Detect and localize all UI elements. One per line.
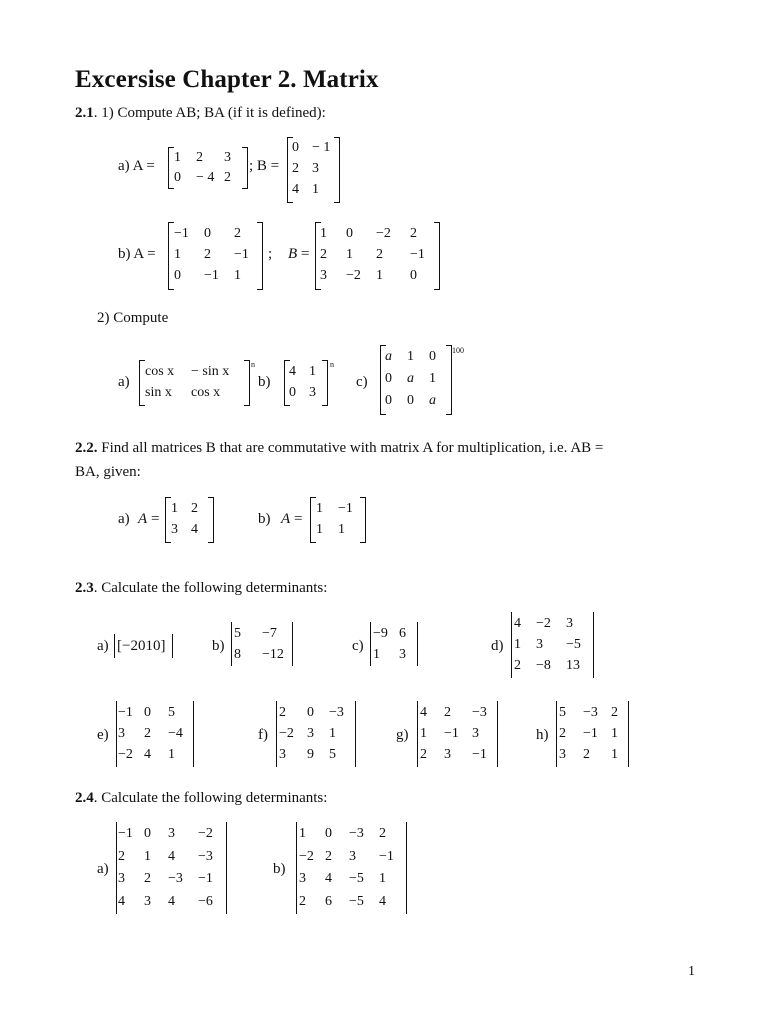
matrix-cell: cos x bbox=[145, 363, 175, 379]
matrix-cell: −9 bbox=[373, 625, 388, 641]
matrix-cell: 3 bbox=[312, 160, 319, 176]
matrix-cell: −1 bbox=[583, 725, 598, 741]
bracket-right bbox=[242, 147, 248, 189]
label-b: b) bbox=[212, 638, 225, 654]
det-bar-right bbox=[226, 822, 227, 914]
matrix-cell: 1 bbox=[316, 500, 323, 516]
det-bar-right bbox=[497, 701, 498, 767]
matrix-cell: −3 bbox=[583, 704, 598, 720]
matrix-cell: −5 bbox=[349, 871, 364, 887]
det-bar-left bbox=[296, 822, 297, 914]
exercise-number: 2.1 bbox=[75, 105, 94, 121]
matrix-cell: 2 bbox=[118, 848, 125, 864]
matrix-cell: 8 bbox=[234, 646, 241, 662]
det-bar-right bbox=[355, 701, 356, 767]
matrix-cell: cos x bbox=[191, 384, 221, 400]
matrix-cell: −2 bbox=[376, 225, 391, 241]
determinant-4x4-a bbox=[118, 823, 226, 913]
matrix-cell: −8 bbox=[536, 658, 551, 674]
matrix-cell: 3 bbox=[144, 893, 151, 909]
matrix-cell: −3 bbox=[349, 826, 364, 842]
matrix-cell: 1 bbox=[312, 181, 319, 197]
page-number: 1 bbox=[688, 964, 695, 979]
label-a: a) bbox=[97, 638, 109, 654]
matrix-cell: −1 bbox=[379, 848, 394, 864]
matrix-cell: 1 bbox=[234, 268, 241, 284]
matrix-cell: − 1 bbox=[312, 140, 331, 156]
matrix-cell: −1 bbox=[118, 826, 133, 842]
matrix-cell: 3 bbox=[559, 747, 566, 763]
det-bar-left bbox=[417, 701, 418, 767]
matrix-cell: a bbox=[385, 349, 392, 364]
matrix-b-B bbox=[320, 223, 440, 287]
exercise-text: . 1) Compute AB; BA (if it is defined): bbox=[93, 105, 326, 121]
exercise-2-2-text-line2: BA, given: bbox=[75, 464, 141, 480]
determinant-4x4-b bbox=[299, 823, 407, 913]
label-c: c) bbox=[356, 374, 368, 390]
label-g: g) bbox=[396, 727, 409, 743]
det-bar-left bbox=[231, 622, 232, 666]
exercise-number: 2.3 bbox=[75, 580, 94, 596]
matrix-cell: 0 bbox=[410, 268, 417, 284]
equals: = bbox=[294, 511, 303, 527]
matrix-cell: −5 bbox=[349, 893, 364, 909]
matrix-cell: 2 bbox=[376, 246, 383, 262]
det-bar-left bbox=[114, 634, 115, 658]
determinant-c bbox=[373, 623, 417, 665]
label-a: a) bbox=[118, 374, 130, 390]
matrix-cell: 2 bbox=[410, 225, 417, 241]
matrix-cell: 3 bbox=[307, 725, 314, 741]
matrix-cell: 1 bbox=[611, 747, 618, 763]
matrix-cell: 1 bbox=[611, 725, 618, 741]
matrix-cell: 0 bbox=[174, 170, 181, 185]
matrix-cell: 0 bbox=[407, 393, 414, 408]
det-bar-left bbox=[370, 622, 371, 666]
matrix-cell: sin x bbox=[145, 384, 172, 400]
matrix-cell: − sin x bbox=[191, 363, 230, 379]
matrix-cell: 3 bbox=[349, 848, 356, 864]
matrix-cell: 4 bbox=[379, 893, 386, 909]
matrix-cell: 1 bbox=[174, 150, 181, 165]
matrix-cell: −3 bbox=[329, 704, 344, 720]
bracket-right bbox=[360, 497, 366, 543]
matrix-cell: −1 bbox=[174, 225, 189, 241]
matrix-cell: 2 bbox=[279, 704, 286, 720]
det-bar-right bbox=[628, 701, 629, 767]
matrix-cell: 3 bbox=[536, 636, 543, 652]
matrix-cell: 2 bbox=[144, 871, 151, 887]
matrix-cell: −1 bbox=[234, 246, 249, 262]
matrix-cell: 1 bbox=[346, 246, 353, 262]
matrix-cell: −2 bbox=[279, 725, 294, 741]
matrix-cell: 4 bbox=[325, 871, 332, 887]
matrix-cell: 2 bbox=[611, 704, 618, 720]
matrix-cell: 3 bbox=[444, 747, 451, 763]
exercise-text: Find all matrices B that are commutative with matrix A for multiplication, i.e. AB = bbox=[97, 440, 604, 456]
matrix-cell: 0 bbox=[429, 349, 436, 364]
matrix-cell: 0 bbox=[325, 826, 332, 842]
matrix-cell: 6 bbox=[399, 625, 406, 641]
matrix-cell: −7 bbox=[262, 625, 277, 641]
matrix-cell: 2 bbox=[144, 725, 151, 741]
matrix-4-1-0-3 bbox=[289, 361, 325, 403]
matrix-cell: 3 bbox=[171, 521, 178, 537]
matrix-cell: 1 bbox=[376, 268, 383, 284]
label-c: c) bbox=[352, 638, 364, 654]
matrix-cell: 0 bbox=[346, 225, 353, 241]
matrix-cell: 0 bbox=[144, 826, 151, 842]
matrix-b-A bbox=[174, 223, 262, 287]
matrix-cell: 4 bbox=[514, 615, 521, 631]
matrix-cell: 0 bbox=[385, 393, 392, 408]
matrix-cell: −1 bbox=[198, 871, 213, 887]
exponent: 100 bbox=[452, 346, 464, 355]
matrix-cell: −1 bbox=[410, 246, 425, 262]
matrix-cell: 2 bbox=[224, 170, 231, 185]
det-bar-right bbox=[417, 622, 418, 666]
exercise-2-3-heading bbox=[75, 580, 327, 597]
matrix-cell: 3 bbox=[168, 826, 175, 842]
matrix-cell: 2 bbox=[234, 225, 241, 241]
matrix-cell: 5 bbox=[168, 704, 175, 720]
matrix-cell: −2 bbox=[299, 848, 314, 864]
matrix-cell: 5 bbox=[559, 704, 566, 720]
matrix-cell: 0 bbox=[307, 704, 314, 720]
matrix-cell: 1 bbox=[168, 747, 175, 763]
matrix-cell: −2 bbox=[536, 615, 551, 631]
matrix-cell: 3 bbox=[279, 747, 286, 763]
matrix-cell: 2 bbox=[320, 246, 327, 262]
det-bar-left bbox=[511, 612, 512, 678]
exponent: n bbox=[330, 360, 334, 369]
determinant-b bbox=[234, 623, 294, 665]
det-bar-left bbox=[556, 701, 557, 767]
bracket-right bbox=[257, 222, 263, 290]
matrix-2-2-a bbox=[171, 498, 213, 540]
matrix-cell: 0 bbox=[174, 268, 181, 284]
det-bar-right bbox=[406, 822, 407, 914]
matrix-cell: 5 bbox=[329, 747, 336, 763]
det-bar-right bbox=[593, 612, 594, 678]
determinant-g bbox=[420, 702, 498, 766]
matrix-cell: 1 bbox=[299, 826, 306, 842]
label-h: h) bbox=[536, 727, 549, 743]
matrix-cell: 2 bbox=[559, 725, 566, 741]
exercise-number: 2.4 bbox=[75, 790, 94, 806]
det-bar-right bbox=[172, 634, 173, 658]
matrix-cell: −3 bbox=[198, 848, 213, 864]
matrix-cell: 1 bbox=[514, 636, 521, 652]
bracket-right bbox=[208, 497, 214, 543]
separator: ; bbox=[268, 246, 273, 262]
matrix-cell: 4 bbox=[289, 363, 296, 379]
matrix-cell: 2 bbox=[583, 747, 590, 763]
label-a: a) bbox=[118, 511, 130, 527]
determinant-h bbox=[559, 702, 629, 766]
matrix-cell: −1 bbox=[118, 704, 133, 720]
matrix-a-A bbox=[174, 148, 246, 188]
matrix-cell: 5 bbox=[234, 625, 241, 641]
matrix-cell: 2 bbox=[292, 160, 299, 176]
bracket-right bbox=[446, 345, 452, 415]
matrix-cell: −3 bbox=[472, 704, 487, 720]
part-2-heading: 2) Compute bbox=[97, 310, 169, 326]
matrix-cell: −1 bbox=[444, 725, 459, 741]
determinant-e bbox=[118, 702, 192, 766]
matrix-cell: a bbox=[407, 371, 414, 386]
matrix-cell: 9 bbox=[307, 747, 314, 763]
det-bar-right bbox=[193, 701, 194, 767]
matrix-a-triangular bbox=[385, 346, 451, 412]
label-a: a) bbox=[97, 861, 109, 877]
matrix-cell: 1 bbox=[316, 521, 323, 537]
matrix-cell: 1 bbox=[429, 371, 436, 386]
symbol-A: A bbox=[281, 511, 291, 527]
matrix-cell: 4 bbox=[420, 704, 427, 720]
matrix-cell: 1 bbox=[174, 246, 181, 262]
matrix-cell: 1 bbox=[144, 848, 151, 864]
exponent: n bbox=[251, 360, 255, 369]
symbol-B: B bbox=[288, 246, 298, 262]
matrix-cell: 2 bbox=[514, 658, 521, 674]
matrix-cell: 3 bbox=[224, 150, 231, 165]
exercise-text: . Calculate the following determinants: bbox=[93, 580, 328, 596]
matrix-cell: 1 bbox=[420, 725, 427, 741]
matrix-cell: a bbox=[429, 393, 436, 408]
exercise-2-1-heading bbox=[75, 105, 326, 122]
matrix-cell: 1 bbox=[407, 349, 414, 364]
det-bar-left bbox=[116, 701, 117, 767]
matrix-cell: 2 bbox=[204, 246, 211, 262]
det-bar-left bbox=[116, 822, 117, 914]
matrix-cell: 13 bbox=[566, 658, 580, 674]
equals: = bbox=[301, 246, 310, 262]
symbol-A: A bbox=[138, 511, 148, 527]
matrix-cell: −3 bbox=[168, 871, 183, 887]
matrix-cell: −2 bbox=[118, 747, 133, 763]
matrix-cell: − 4 bbox=[196, 170, 215, 185]
matrix-cell: 6 bbox=[325, 893, 332, 909]
exercise-2-2-heading bbox=[75, 440, 603, 457]
matrix-cell: 3 bbox=[299, 871, 306, 887]
matrix-cell: 3 bbox=[472, 725, 479, 741]
matrix-cell: 4 bbox=[144, 747, 151, 763]
separator-b: ; B = bbox=[249, 158, 280, 174]
bracket-right bbox=[334, 137, 340, 203]
matrix-cell: 1 bbox=[171, 500, 178, 516]
matrix-cell: 2 bbox=[420, 747, 427, 763]
matrix-cell: −2 bbox=[346, 268, 361, 284]
equals: = bbox=[151, 511, 160, 527]
bracket-right bbox=[322, 360, 328, 406]
matrix-2-2-b bbox=[316, 498, 366, 540]
det-bar-left bbox=[276, 701, 277, 767]
matrix-cell: 0 bbox=[204, 225, 211, 241]
matrix-rotation bbox=[145, 361, 245, 403]
matrix-cell: 3 bbox=[399, 646, 406, 662]
matrix-cell: 1 bbox=[338, 521, 345, 537]
matrix-a-B bbox=[292, 138, 338, 200]
matrix-cell: −1 bbox=[338, 500, 353, 516]
matrix-cell: 4 bbox=[168, 893, 175, 909]
determinant-f bbox=[279, 702, 353, 766]
matrix-cell: 1 bbox=[373, 646, 380, 662]
matrix-cell: 0 bbox=[289, 384, 296, 400]
label-f: f) bbox=[258, 727, 268, 743]
matrix-cell: −12 bbox=[262, 646, 284, 662]
matrix-cell: −1 bbox=[472, 747, 487, 763]
page-title: Excersise Chapter 2. Matrix bbox=[75, 66, 379, 93]
exercise-number: 2.2. bbox=[75, 440, 98, 456]
matrix-cell: 3 bbox=[118, 725, 125, 741]
determinant-d bbox=[514, 613, 592, 677]
bracket-right bbox=[434, 222, 440, 290]
matrix-cell: 4 bbox=[118, 893, 125, 909]
matrix-cell: 4 bbox=[292, 181, 299, 197]
matrix-cell: −4 bbox=[168, 725, 183, 741]
label-d: d) bbox=[491, 638, 504, 654]
matrix-cell: 2 bbox=[299, 893, 306, 909]
matrix-cell: −1 bbox=[204, 268, 219, 284]
label-b: b) bbox=[258, 374, 271, 390]
matrix-cell: 0 bbox=[385, 371, 392, 386]
matrix-cell: 0 bbox=[292, 140, 299, 156]
exercise-2-4-heading bbox=[75, 790, 327, 807]
bracket-right bbox=[244, 360, 250, 406]
label-b: b) A = bbox=[118, 246, 156, 262]
matrix-cell: 1 bbox=[379, 871, 386, 887]
matrix-cell: 0 bbox=[144, 704, 151, 720]
matrix-cell: 1 bbox=[329, 725, 336, 741]
label-b: b) bbox=[258, 511, 271, 527]
matrix-cell: 1 bbox=[309, 363, 316, 379]
matrix-cell: −5 bbox=[566, 636, 581, 652]
matrix-cell: 2 bbox=[191, 500, 198, 516]
matrix-cell: 2 bbox=[444, 704, 451, 720]
matrix-cell: 3 bbox=[320, 268, 327, 284]
matrix-cell: 2 bbox=[379, 826, 386, 842]
matrix-cell: −6 bbox=[198, 893, 213, 909]
label-e: e) bbox=[97, 727, 109, 743]
matrix-cell: 2 bbox=[325, 848, 332, 864]
det-bar-right bbox=[292, 622, 293, 666]
matrix-cell: 2 bbox=[196, 150, 203, 165]
matrix-cell: −2 bbox=[198, 826, 213, 842]
label-b: b) bbox=[273, 861, 286, 877]
matrix-cell: 3 bbox=[309, 384, 316, 400]
matrix-cell: 4 bbox=[168, 848, 175, 864]
matrix-cell: 3 bbox=[566, 615, 573, 631]
matrix-cell: 4 bbox=[191, 521, 198, 537]
matrix-cell: 3 bbox=[118, 871, 125, 887]
matrix-cell: 1 bbox=[320, 225, 327, 241]
exercise-text: . Calculate the following determinants: bbox=[93, 790, 328, 806]
label-a: a) A = bbox=[118, 158, 155, 174]
determinant-a-value: [−2010] bbox=[117, 638, 166, 654]
